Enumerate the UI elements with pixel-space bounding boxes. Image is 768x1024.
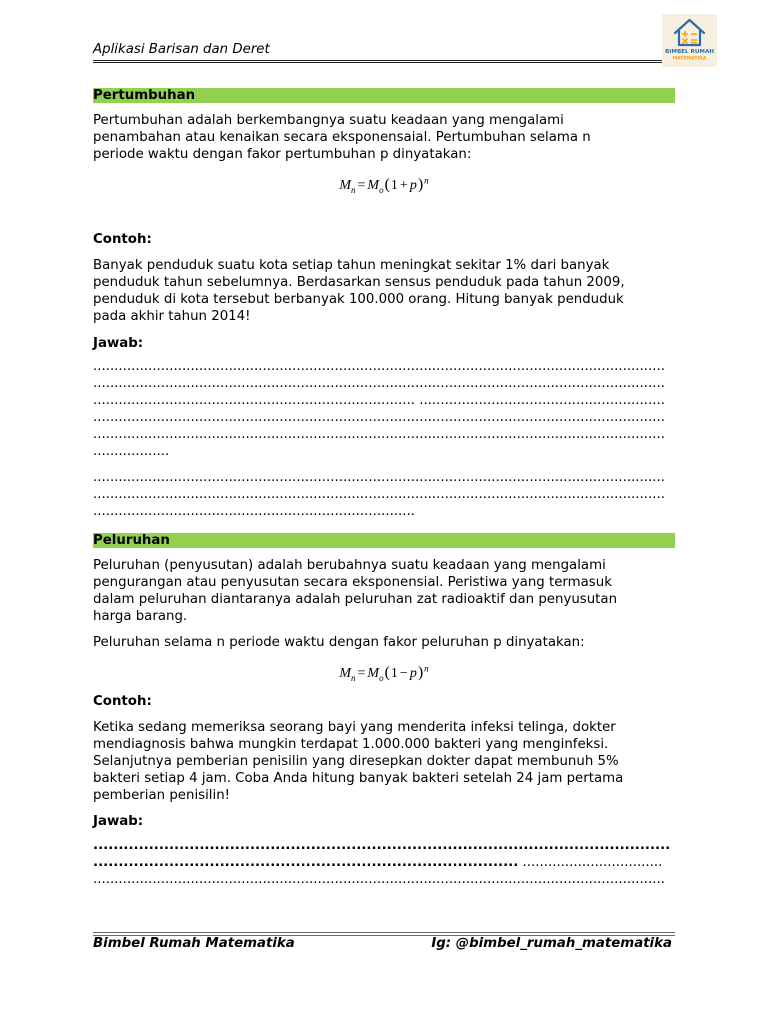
answer-dotted-line: ....................................................................................................................................... <box>93 427 665 442</box>
decay-example-paragraph <box>93 719 675 804</box>
formula-paren-close: ) <box>417 664 424 681</box>
decay-formula <box>93 664 675 682</box>
answer-dots-plain: ....................................................................................................................................... <box>93 872 665 887</box>
header-divider <box>93 60 675 63</box>
footer-brand: Bimbel Rumah Matematika <box>93 936 295 951</box>
formula-operator: = <box>357 666 366 681</box>
formula-paren-open: ( <box>384 176 390 193</box>
paragraph-line: Peluruhan selama n periode waktu dengan fakor peluruhan p dinyatakan: <box>93 635 585 650</box>
decay-intro-paragraph <box>93 557 675 625</box>
formula-symbol: M <box>339 666 352 681</box>
growth-intro-paragraph <box>93 112 675 163</box>
paragraph-line: penambahan atau kenaikan secara eksponensaial. Pertumbuhan selama n <box>93 130 591 145</box>
section-heading-decay: Peluruhan <box>93 533 675 548</box>
paragraph-line: Selanjutnya pemberian penisilin yang diresepkan dokter dapat membunuh 5% <box>93 754 619 769</box>
formula-symbol: p <box>409 666 417 681</box>
section-heading-growth: Pertumbuhan <box>93 88 675 103</box>
formula-operator: + <box>399 178 408 193</box>
decay-example-label: Contoh: <box>93 694 152 709</box>
answer-dotted-line: ....................................................................................................................................... <box>93 410 665 425</box>
paragraph-line: pemberian penisilin! <box>93 788 230 803</box>
growth-formula <box>93 176 675 194</box>
answer-dotted-line: .................. <box>93 444 170 459</box>
formula-symbol: M <box>367 666 380 681</box>
formula-subscript: o <box>379 672 384 683</box>
paragraph-line: penduduk tahun sebelumnya. Berdasarkan sensus penduduk pada tahun 2009, <box>93 275 625 290</box>
paragraph-line: Banyak penduduk suatu kota setiap tahun meningkat sekitar 1% dari banyak <box>93 258 610 273</box>
paragraph-line: Pertumbuhan adalah berkembangnya suatu keadaan yang mengalami <box>93 113 564 128</box>
formula-number: 1 <box>390 178 398 193</box>
formula-subscript: n <box>351 184 356 195</box>
logo-text-line1: BIMBEL RUMAH <box>665 49 714 55</box>
growth-answer-area-2 <box>93 469 675 520</box>
formula-exponent: n <box>424 175 429 186</box>
answer-dots-bold: .................................................................................... <box>93 855 519 870</box>
formula-symbol: M <box>367 178 380 193</box>
answer-dotted-line <box>93 854 675 871</box>
formula-subscript: n <box>351 672 356 683</box>
growth-example-paragraph <box>93 257 675 325</box>
answer-dotted-line <box>93 837 675 854</box>
paragraph-line: pengurangan atau penyusutan secara eksponensial. Peristiwa yang termasuk <box>93 575 612 590</box>
formula-paren-open: ( <box>384 664 390 681</box>
growth-example-label: Contoh: <box>93 232 152 247</box>
formula-subscript: o <box>379 184 384 195</box>
paragraph-line: periode waktu dengan fakor pertumbuhan p dinyatakan: <box>93 147 472 162</box>
paragraph-line: penduduk di kota tersebut berbanyak 100.000 orang. Hitung banyak penduduk <box>93 292 624 307</box>
growth-answer-label: Jawab: <box>93 336 144 351</box>
logo-text-line2: MATEMATIKA <box>672 56 707 62</box>
paragraph-line: Ketika sedang memeriksa seorang bayi yang menderita infeksi telinga, dokter <box>93 720 616 735</box>
formula-number: 1 <box>390 666 398 681</box>
decay-answer-label: Jawab: <box>93 814 144 829</box>
decay-answer-area <box>93 837 675 888</box>
paragraph-line: mendiagnosis bahwa mungkin terdapat 1.000.000 bakteri yang menginfeksi. <box>93 737 609 752</box>
formula-exponent: n <box>424 663 429 674</box>
formula-symbol: p <box>409 178 417 193</box>
answer-dotted-line: ....................................................................................................................................... <box>93 470 665 485</box>
answer-dotted-line: ....................................................................................................................................... <box>93 359 665 374</box>
answer-dots-plain: ................................. <box>518 855 663 870</box>
formula-operator: = <box>357 178 366 193</box>
paragraph-line: bakteri setiap 4 jam. Coba Anda hitung banyak bakteri setelah 24 jam pertama <box>93 771 624 786</box>
answer-dotted-line: ....................................................................................................................................... <box>93 487 665 502</box>
paragraph-line: dalam peluruhan diantaranya adalah peluruhan zat radioaktif dan penyusutan <box>93 592 618 607</box>
answer-dotted-line: ............................................................................ .......................................................... <box>93 393 665 408</box>
paragraph-line: Peluruhan (penyusutan) adalah berubahnya suatu keadaan yang mengalami <box>93 558 606 573</box>
decay-statement-paragraph <box>93 634 675 651</box>
answer-dotted-line: ............................................................................ <box>93 504 415 519</box>
growth-answer-area-1 <box>93 358 675 460</box>
formula-operator: − <box>399 666 408 681</box>
page-footer <box>93 935 675 952</box>
answer-dots-bold: .................................................................................................................. <box>93 838 671 853</box>
page-header-title: Aplikasi Barisan dan Deret <box>93 42 270 57</box>
paragraph-line: harga barang. <box>93 609 188 624</box>
formula-symbol: M <box>339 178 352 193</box>
formula-paren-close: ) <box>417 176 424 193</box>
answer-dotted-line <box>93 871 675 888</box>
footer-instagram: Ig: @bimbel_rumah_matematika <box>431 936 672 951</box>
answer-dotted-line: ....................................................................................................................................... <box>93 376 665 391</box>
brand-logo <box>662 14 717 67</box>
paragraph-line: pada akhir tahun 2014! <box>93 309 251 324</box>
